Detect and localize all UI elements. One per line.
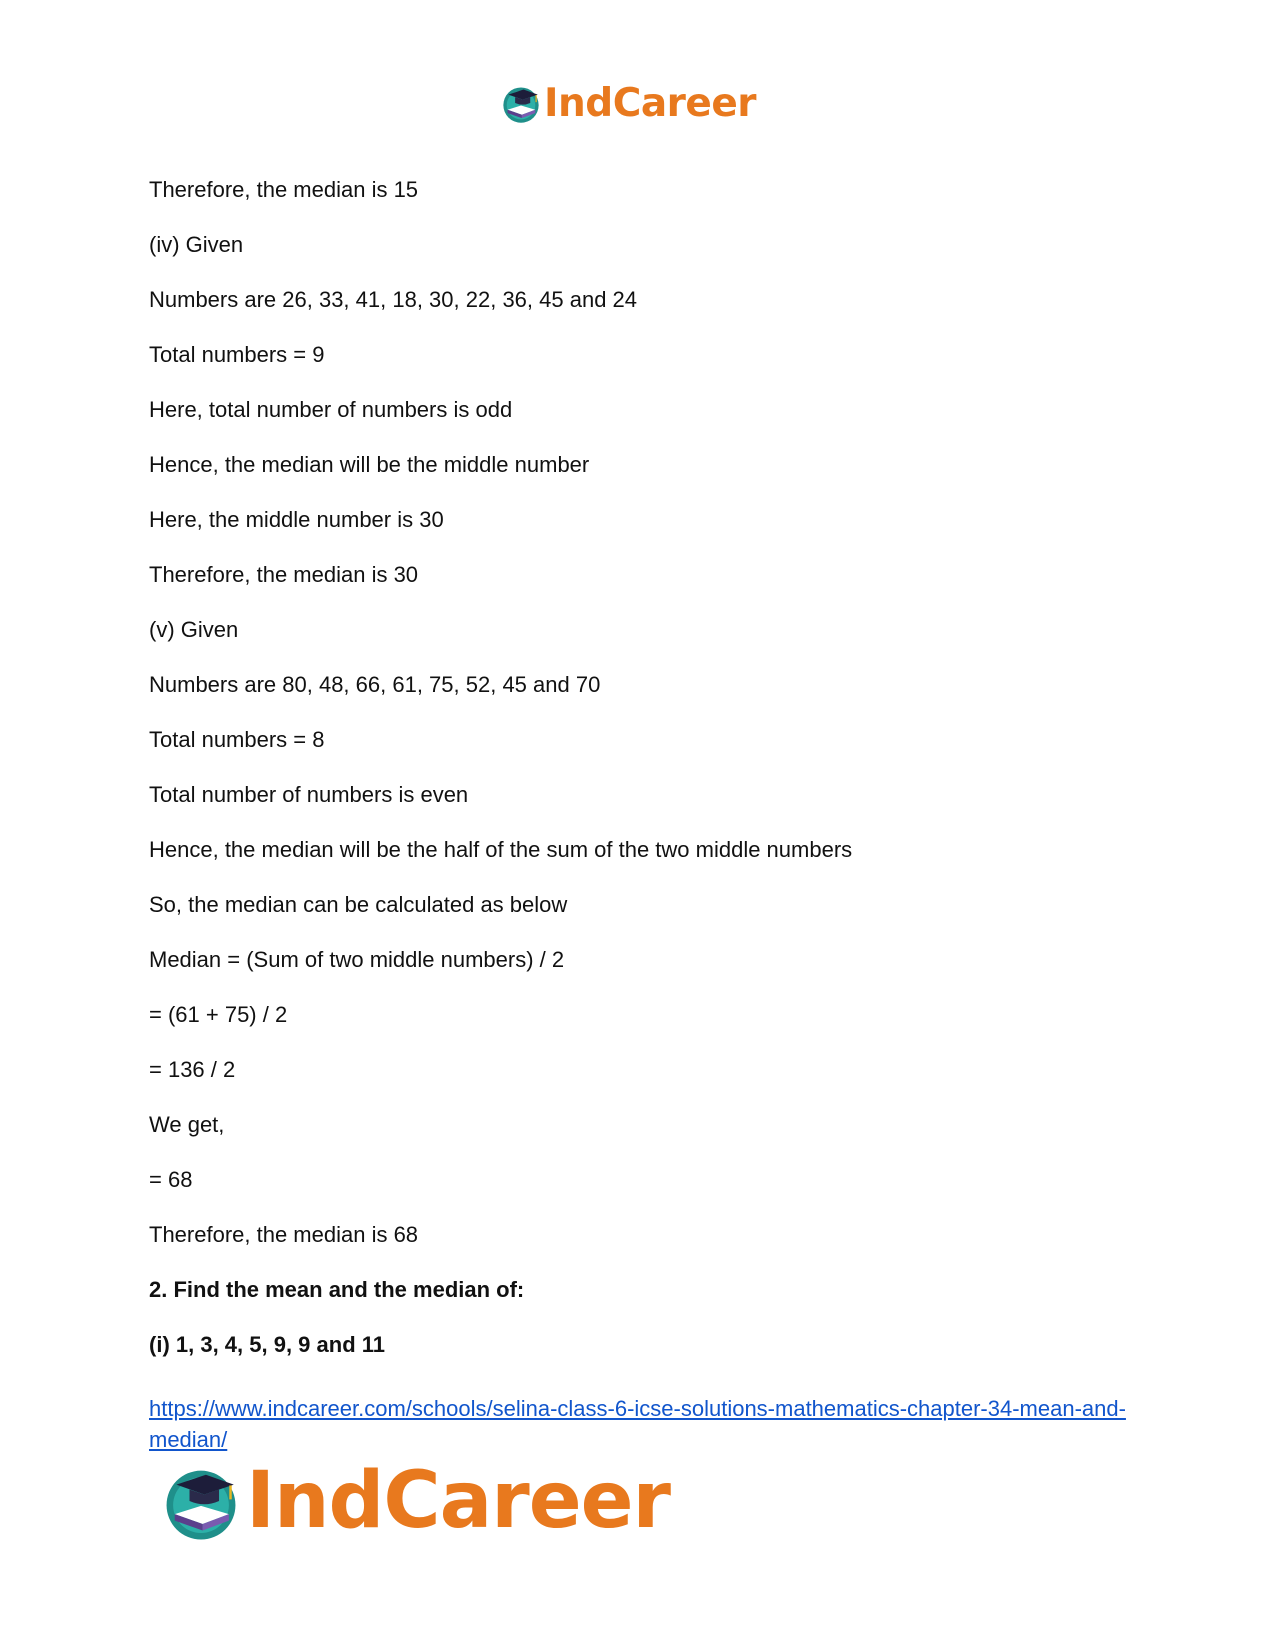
graduation-book-icon — [160, 1460, 242, 1542]
text-line: So, the median can be calculated as below — [149, 892, 568, 917]
document-body — [149, 175, 1139, 1385]
source-link[interactable]: https://www.indcareer.com/schools/selina-class-6-icse-solutions-mathematics-chapter-34-mean-and-median/ — [149, 1396, 1126, 1452]
question-subpart: (i) 1, 3, 4, 5, 9, 9 and 11 — [149, 1332, 386, 1357]
text-line: (iv) Given — [149, 232, 244, 257]
question-heading: 2. Find the mean and the median of: — [149, 1277, 525, 1302]
text-line: = (61 + 75) / 2 — [149, 1002, 288, 1027]
text-line: We get, — [149, 1112, 225, 1137]
text-line: Total numbers = 8 — [149, 727, 325, 752]
text-line: Therefore, the median is 68 — [149, 1222, 419, 1247]
footer-logo — [160, 1456, 670, 1546]
footer-logo-text: IndCareer — [246, 1456, 670, 1546]
text-line: Therefore, the median is 30 — [149, 562, 419, 587]
text-line: Numbers are 26, 33, 41, 18, 30, 22, 36, 45 and 24 — [149, 287, 638, 312]
header-logo-text: IndCareer — [544, 80, 756, 126]
text-line: = 136 / 2 — [149, 1057, 236, 1082]
text-line: (v) Given — [149, 617, 239, 642]
text-line: Hence, the median will be the half of the sum of the two middle numbers — [149, 837, 853, 862]
text-line: Median = (Sum of two middle numbers) / 2 — [149, 947, 565, 972]
text-line: Total number of numbers is even — [149, 782, 469, 807]
graduation-book-icon — [500, 82, 542, 124]
text-line: Therefore, the median is 15 — [149, 177, 419, 202]
text-line: Here, the middle number is 30 — [149, 507, 444, 532]
text-line: Total numbers = 9 — [149, 342, 325, 367]
text-line: Hence, the median will be the middle number — [149, 452, 590, 477]
text-line: Numbers are 80, 48, 66, 61, 75, 52, 45 and 70 — [149, 672, 601, 697]
source-link-block — [149, 1393, 1139, 1455]
header-logo — [500, 78, 756, 128]
text-line: Here, total number of numbers is odd — [149, 397, 513, 422]
text-line: = 68 — [149, 1167, 193, 1192]
